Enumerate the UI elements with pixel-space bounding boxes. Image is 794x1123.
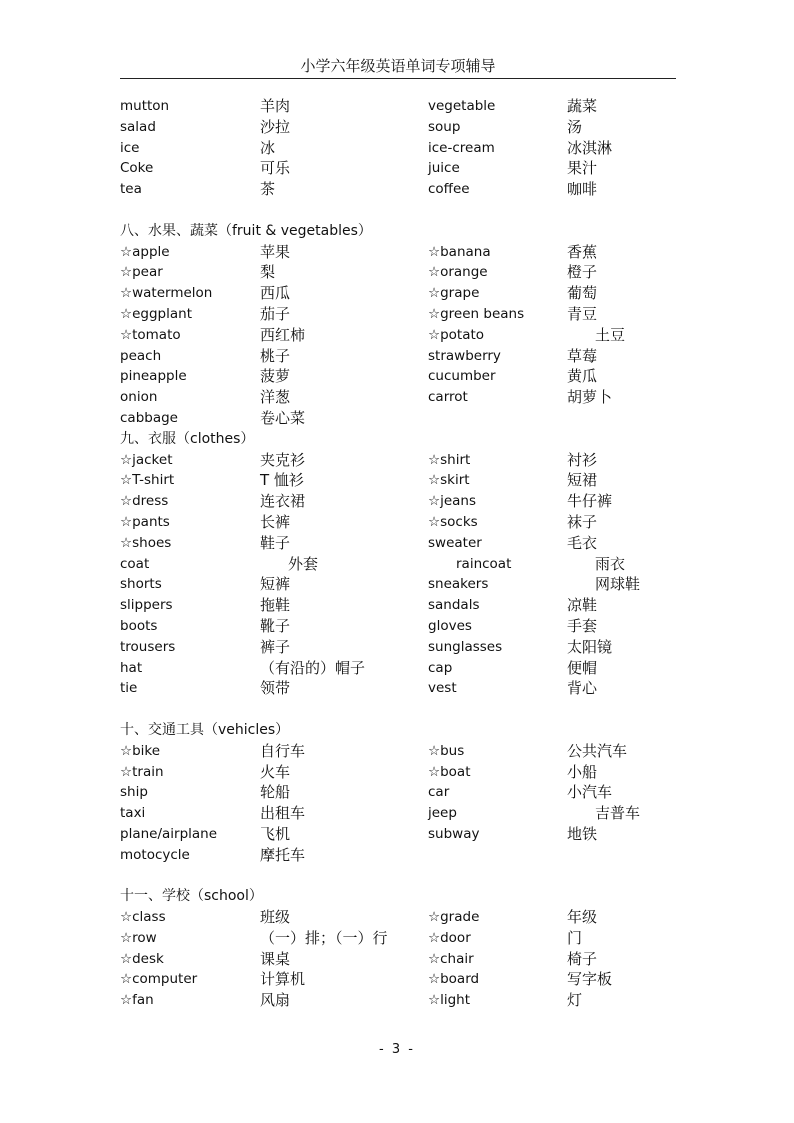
- word-chinese: 草莓: [567, 346, 598, 365]
- word-row: [120, 450, 676, 471]
- word-english: ☆potato: [428, 326, 485, 343]
- word-row: [120, 616, 676, 637]
- word-chinese: 胡萝卜: [567, 388, 613, 407]
- word-chinese: 便帽: [567, 658, 598, 677]
- word-chinese: 橙子: [567, 263, 598, 282]
- word-chinese: 西瓜: [260, 284, 291, 303]
- word-english: peach: [120, 347, 162, 364]
- word-english: raincoat: [456, 555, 512, 572]
- word-row: [120, 741, 676, 762]
- word-chinese: 卷心菜: [260, 408, 306, 427]
- word-row: [120, 304, 676, 325]
- word-chinese: 长裤: [260, 512, 291, 531]
- word-chinese: 茄子: [260, 304, 291, 323]
- blank-line: [120, 699, 676, 720]
- word-row: [120, 554, 676, 575]
- word-chinese: 葡萄: [567, 284, 598, 303]
- word-english: ship: [120, 784, 148, 801]
- word-english: ☆bus: [428, 742, 465, 759]
- word-english: ☆door: [428, 929, 471, 946]
- word-row: [120, 990, 676, 1011]
- word-chinese: 摩托车: [260, 845, 306, 864]
- word-english: cap: [428, 659, 453, 676]
- word-chinese: 地铁: [567, 824, 598, 843]
- word-row: [120, 803, 676, 824]
- word-chinese: 太阳镜: [567, 637, 613, 656]
- word-chinese: 汤: [567, 117, 583, 136]
- word-english: cabbage: [120, 409, 178, 426]
- word-chinese: 凉鞋: [567, 596, 598, 615]
- word-english: ☆board: [428, 971, 480, 988]
- word-chinese: 裤子: [260, 637, 291, 656]
- word-english: boots: [120, 617, 158, 634]
- word-chinese: 沙拉: [260, 117, 291, 136]
- section-heading: [120, 429, 676, 450]
- word-english: ☆grade: [428, 909, 480, 926]
- word-row: [120, 949, 676, 970]
- blank-line: [120, 865, 676, 886]
- word-english: ☆green beans: [428, 305, 525, 322]
- word-chinese: T 恤衫: [260, 471, 304, 490]
- word-row: [120, 845, 676, 866]
- word-chinese: 风扇: [260, 991, 291, 1010]
- word-chinese: 班级: [260, 908, 291, 927]
- section-heading-text: 十一、学校（school）: [120, 888, 263, 905]
- word-english: ☆eggplant: [120, 305, 192, 322]
- word-chinese: 靴子: [260, 616, 291, 635]
- word-english: jeep: [428, 805, 457, 822]
- word-english: ☆dress: [120, 493, 169, 510]
- word-row: [120, 138, 676, 159]
- section-heading: [120, 720, 676, 741]
- word-row: [120, 179, 676, 200]
- word-english: ☆fan: [120, 992, 154, 1009]
- word-english: ☆apple: [120, 243, 170, 260]
- blank-line: [120, 200, 676, 221]
- word-english: pineapple: [120, 368, 187, 385]
- word-chinese: 冰: [260, 138, 276, 157]
- word-english: slippers: [120, 597, 173, 614]
- word-row: [120, 491, 676, 512]
- word-english: ☆boat: [428, 763, 471, 780]
- word-english: hat: [120, 659, 143, 676]
- word-chinese: 网球鞋: [595, 575, 641, 594]
- word-chinese: 领带: [260, 679, 291, 698]
- word-row: [120, 283, 676, 304]
- word-chinese: 公共汽车: [567, 741, 628, 760]
- word-row: [120, 907, 676, 928]
- word-english: Coke: [120, 160, 154, 177]
- page-number: - 3 -: [379, 1042, 415, 1057]
- word-english: ☆jacket: [120, 451, 173, 468]
- word-english: sneakers: [428, 576, 489, 593]
- word-english: coat: [120, 555, 150, 572]
- word-chinese: 短裙: [567, 471, 598, 490]
- word-english: salad: [120, 118, 156, 135]
- word-chinese: 茶: [260, 180, 276, 199]
- word-row: [120, 574, 676, 595]
- word-row: [120, 762, 676, 783]
- word-chinese: 菠萝: [260, 367, 291, 386]
- word-row: [120, 533, 676, 554]
- word-english: trousers: [120, 638, 176, 655]
- word-english: juice: [428, 160, 460, 177]
- word-english: gloves: [428, 617, 472, 634]
- word-chinese: 小汽车: [567, 783, 613, 802]
- word-english: ☆desk: [120, 950, 164, 967]
- word-chinese: 可乐: [260, 159, 291, 178]
- word-chinese: 夹克衫: [260, 450, 306, 469]
- word-chinese: 自行车: [260, 741, 306, 760]
- word-row: [120, 595, 676, 616]
- word-chinese: 短裤: [260, 575, 291, 594]
- section-heading-text: 九、衣服（clothes）: [120, 430, 255, 447]
- page-header-title: 小学六年级英语单词专项辅导: [300, 57, 496, 75]
- word-english: ☆jeans: [428, 493, 477, 510]
- word-english: ☆grape: [428, 285, 480, 302]
- word-chinese: 苹果: [260, 242, 291, 261]
- word-chinese: 年级: [567, 908, 598, 927]
- word-english: ☆socks: [428, 513, 478, 530]
- word-row: [120, 512, 676, 533]
- word-english: mutton: [120, 98, 170, 114]
- word-english: ☆banana: [428, 243, 491, 260]
- word-english: motocycle: [120, 846, 190, 863]
- word-english: strawberry: [428, 347, 501, 364]
- word-english: ☆watermelon: [120, 285, 213, 302]
- word-chinese: 蔬菜: [567, 97, 598, 115]
- word-chinese: 课桌: [260, 949, 291, 968]
- word-english: coffee: [428, 181, 470, 198]
- word-row: [120, 658, 676, 679]
- word-chinese: 雨衣: [595, 554, 626, 573]
- header-divider: [120, 78, 676, 79]
- word-chinese: 飞机: [260, 824, 291, 843]
- word-row: [120, 824, 676, 845]
- word-chinese: 咖啡: [567, 180, 598, 199]
- word-chinese: 冰淇淋: [567, 138, 613, 157]
- word-chinese: 果汁: [567, 159, 598, 178]
- section-heading-text: 十、交通工具（vehicles）: [120, 721, 290, 738]
- word-row: [120, 782, 676, 803]
- word-row: [120, 408, 676, 429]
- word-english: shorts: [120, 576, 162, 593]
- word-english: ☆orange: [428, 264, 488, 281]
- word-english: carrot: [428, 389, 468, 406]
- word-english: sweater: [428, 534, 482, 551]
- word-english: plane/airplane: [120, 825, 218, 842]
- word-row: [120, 928, 676, 949]
- word-chinese: 牛仔裤: [567, 492, 613, 511]
- word-chinese: 鞋子: [260, 533, 291, 552]
- word-english: ☆skirt: [428, 472, 470, 489]
- word-row: [120, 117, 676, 138]
- word-english: tea: [120, 181, 142, 198]
- word-english: ☆row: [120, 929, 157, 946]
- word-chinese: 计算机: [260, 970, 306, 989]
- word-chinese: 西红柿: [260, 325, 306, 344]
- word-english: ☆computer: [120, 971, 198, 988]
- section-heading: [120, 886, 676, 907]
- word-chinese: 拖鞋: [260, 596, 291, 615]
- word-english: ☆chair: [428, 950, 474, 967]
- word-english: ☆pants: [120, 513, 170, 530]
- word-chinese: 灯: [567, 991, 583, 1010]
- word-row: [120, 262, 676, 283]
- section-heading-text: 八、水果、蔬菜（fruit & vegetables）: [120, 222, 372, 239]
- word-english: ☆T-shirt: [120, 472, 175, 489]
- section-heading: [120, 221, 676, 242]
- word-chinese: 连衣裙: [260, 492, 306, 511]
- word-chinese: 青豆: [567, 304, 598, 323]
- word-english: ☆shoes: [120, 534, 172, 551]
- word-english: cucumber: [428, 368, 496, 385]
- word-chinese: 羊肉: [260, 97, 291, 115]
- word-english: ☆shirt: [428, 451, 471, 468]
- word-chinese: 椅子: [567, 949, 598, 968]
- word-english: ice-cream: [428, 139, 495, 156]
- word-row: [120, 387, 676, 408]
- word-chinese: 黄瓜: [567, 367, 598, 386]
- word-english: soup: [428, 118, 461, 135]
- word-chinese: 轮船: [260, 783, 291, 802]
- word-chinese: 背心: [567, 679, 598, 698]
- word-english: onion: [120, 389, 158, 406]
- word-chinese: 出租车: [260, 804, 306, 823]
- word-row: [120, 969, 676, 990]
- word-row: [120, 96, 676, 117]
- word-row: [120, 346, 676, 367]
- word-chinese: 小船: [567, 762, 598, 781]
- word-row: [120, 366, 676, 387]
- word-chinese: （一）排；（一）行: [260, 928, 388, 947]
- word-english: ☆bike: [120, 742, 161, 759]
- word-row: [120, 325, 676, 346]
- word-chinese: 门: [567, 928, 583, 947]
- word-chinese: 吉普车: [595, 804, 641, 823]
- word-chinese: 写字板: [567, 970, 613, 989]
- word-row: [120, 678, 676, 699]
- word-chinese: 火车: [260, 762, 291, 781]
- word-chinese: 土豆: [595, 325, 626, 344]
- word-chinese: 外套: [288, 554, 319, 573]
- word-chinese: 手套: [567, 616, 598, 635]
- word-english: ice: [120, 139, 140, 156]
- word-english: sunglasses: [428, 638, 503, 655]
- word-chinese: 毛衣: [567, 533, 598, 552]
- word-row: [120, 470, 676, 491]
- word-row: [120, 242, 676, 263]
- word-english: car: [428, 784, 450, 801]
- word-english: ☆train: [120, 763, 164, 780]
- word-row: [120, 637, 676, 658]
- word-row: [120, 158, 676, 179]
- word-chinese: 洋葱: [260, 388, 291, 407]
- word-english: sandals: [428, 597, 480, 614]
- word-chinese: 梨: [260, 263, 276, 282]
- word-chinese: 衬衫: [567, 450, 598, 469]
- word-english: tie: [120, 680, 138, 697]
- word-chinese: 袜子: [567, 512, 598, 531]
- word-chinese: 桃子: [260, 346, 291, 365]
- vocabulary-list: [120, 96, 676, 1011]
- word-english: ☆pear: [120, 264, 163, 281]
- word-english: taxi: [120, 805, 146, 822]
- word-english: vegetable: [428, 98, 496, 114]
- word-chinese: （有沿的）帽子: [260, 658, 366, 677]
- word-english: subway: [428, 825, 480, 842]
- word-english: ☆light: [428, 992, 471, 1009]
- word-english: vest: [428, 680, 457, 697]
- word-english: ☆tomato: [120, 326, 181, 343]
- word-english: ☆class: [120, 909, 166, 926]
- word-chinese: 香蕉: [567, 242, 598, 261]
